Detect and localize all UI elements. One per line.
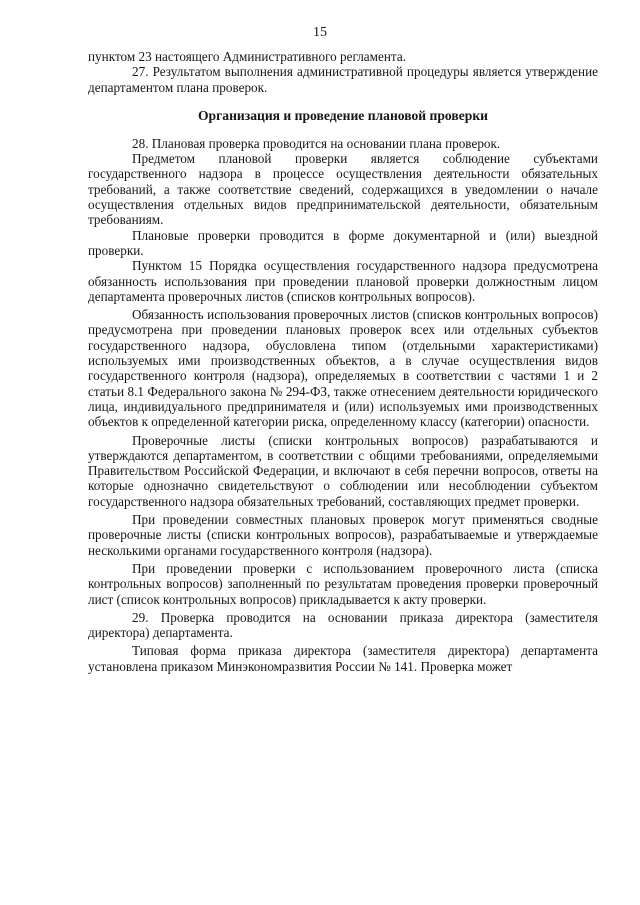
paragraph-joint-checks: При проведении совместных плановых проверок могут применяться сводные проверочные листы (списки контрольных вопросов), разрабатываемые и утверждаемые несколькими органами государственного контроля (надзора). <box>88 512 598 558</box>
paragraph-continuation: пунктом 23 настоящего Административного регламента. <box>88 49 406 64</box>
paragraph-28: 28. Плановая проверка проводится на основании плана проверок. <box>132 135 501 151</box>
paragraph-27: 27. Результатом выполнения административной процедуры является утверждение департаментом плана проверок. <box>88 64 598 95</box>
paragraph-form: Плановые проверки проводится в форме документарной и (или) выездной проверки. <box>88 227 598 258</box>
document-body <box>88 49 598 674</box>
paragraph-checklist-attach: При проведении проверки с использованием проверочного листа (списка контрольных вопросов) заполненный по результатам проведения проверки проверочный лист (список контрольных вопросов) прикладывается к акту проверки. <box>88 560 598 607</box>
section-heading: Организация и проведение плановой проверки <box>197 107 488 123</box>
paragraph-order-form: Типовая форма приказа директора (заместителя директора) департамента установлена приказом Минэкономразвития России № 141. Проверка может <box>88 643 598 674</box>
paragraph-checklists: Проверочные листы (списки контрольных вопросов) разрабатываются и утверждаются департаментом, в соответствии с общими требованиями, определяемыми Правительством Российской Федерации, и включают в себя перечни вопросов, ответы на которые однозначно свидетельствуют о соблюдении или несоблюдении субъектом государственного надзора обязательных требований, составляющих предмет проверки. <box>88 432 598 509</box>
paragraph-subject: Предметом плановой проверки является соблюдение субъектами государственного надзора в процессе осуществления деятельности обязательных требований, а также соответствие сведений, содержащихся в уведомлении о начале осуществления отдельных видов предпринимательской деятельности, обязательным требованиям. <box>88 151 598 228</box>
paragraph-item-15: Пунктом 15 Порядка осуществления государственного надзора предусмотрена обязанность использования при проведении плановой проверки должностным лицом департамента проверочных листов (списков контрольных вопросов). <box>88 258 598 304</box>
paragraph-29: 29. Проверка проводится на основании приказа директора (заместителя директора) департамента. <box>88 609 598 641</box>
paragraph-obligation: Обязанность использования проверочных листов (списков контрольных вопросов) предусмотрена при проведении плановых проверок всех или отдельных субъектов государственного надзора, обусловлена типом (отдельными характеристиками) используемых ими производственных объектов, а в случае осуществления видов государственного контроля (надзора), определяемых в соответствии с частями 1 и 2 статьи 8.1 Федерального закона № 294-ФЗ, также отнесением деятельности юридического лица, индивидуального предпринимателя и (или) используемых ими производственных объектов к определенной категории риска, определенному классу (категории) опасности. <box>88 307 598 430</box>
page-number: 15 <box>313 25 327 40</box>
